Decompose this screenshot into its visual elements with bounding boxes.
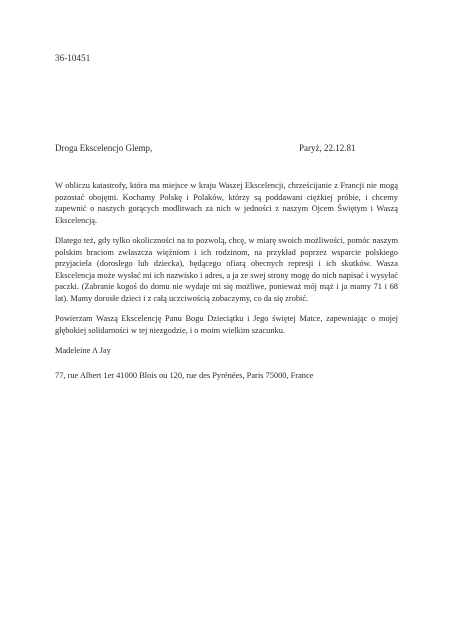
paragraph-2: Dlatego też, gdy tylko okoliczności na to pozwolą, chcę, w miarę swoich możliwości, pomóc naszym polskim braciom zwłaszcza więźniom i ich rodzinom, na przykład poprzez wsparcie polskiego przyjaciela (dorosłego lub dziecka), będącego ofiarą obecnych represji i ich skutków. Wasza Ekscelencja może wysłać mi ich nazwisko i adres, a ja ze swej strony mogę do nich napisać i wysyłać paczki. (Zabranie kogoś do domu nie wydaje mi się możliwe, ponieważ mój mąż i ja mamy 71 i 68 lat). Mamy dorosłe dzieci i z całą uczciwością zobaczymy, co da się zrobić. [55,236,398,303]
document-reference-number: 36-10451 [55,53,91,63]
paragraph-3: Powierzam Waszą Ekscelencję Panu Bogu Dzieciątku i Jego świętej Matce, zapewniając o mojej głębokiej solidarności w tej niezgodzie, i o moim wielkim szacunku. [55,314,398,335]
salutation: Droga Ekscelencjo Glemp, [55,143,153,153]
place-and-date: Paryż, 22.12.81 [299,143,356,153]
paragraph-1: W obliczu katastrofy, która ma miejsce w kraju Waszej Ekscelencji, chrześcijanie z Francji nie mogą pozostać obojętni. Kochamy Polskę i Polaków, którzy są poddawani ciężkiej próbie, i chcemy zapewnić o naszych gorących modlitwach za nich w jedności z naszym Ojcem Świętym i Waszą Ekscelencją. [55,181,398,225]
letter-body [55,180,398,345]
signature-name: Madeleine A Jay [55,346,111,355]
sender-address: 77, rue Albert 1er 41000 Blois ou 120, rue des Pyrénées, Paris 75000, France [55,371,314,380]
